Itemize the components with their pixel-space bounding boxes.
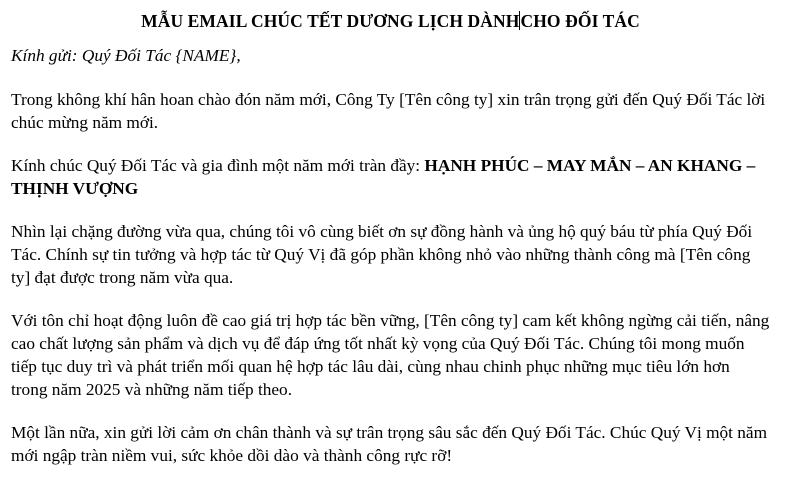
intro-paragraph: Trong không khí hân hoan chào đón năm mới, Công Ty [Tên công ty] xin trân trọng gửi đến Quý Đối Tác lời chúc mừng năm mới. — [11, 90, 766, 132]
commitment-paragraph: Với tôn chỉ hoạt động luôn đề cao giá trị hợp tác bền vững, [Tên công ty] cam kết không ngừng cải tiến, nâng cao chất lượng sản phẩm và dịch vụ để đáp ứng tốt nhất kỳ vọng của Quý Đối Tác. Chúng tôi mong muốn tiếp tục duy trì và phát triển mối quan hệ hợp tác lâu dài, cùng nhau chinh phục những mục tiêu lớn hơn trong năm 2025 và những năm tiếp theo. — [11, 311, 770, 399]
gratitude-paragraph: Nhìn lại chặng đường vừa qua, chúng tôi vô cùng biết ơn sự đồng hành và ủng hộ quý báu từ phía Quý Đối Tác. Chính sự tin tưởng và hợp tác từ Quý Vị đã góp phần không nhỏ vào những thành công mà [Tên công ty] đạt được trong năm vừa qua. — [11, 222, 753, 287]
document-title — [11, 10, 770, 32]
title-text-end: CHO ĐỐI TÁC — [520, 11, 640, 31]
greeting-line: Kính gửi: Quý Đối Tác {NAME}, — [11, 46, 241, 65]
closing-paragraph: Một lần nữa, xin gửi lời cảm ơn chân thành và sự trân trọng sâu sắc đến Quý Đối Tác. Chúc Quý Vị một năm mới ngập tràn niềm vui, sức khỏe dồi dào và thành công rực rỡ! — [11, 423, 768, 465]
wish-text: Kính chúc Quý Đối Tác và gia đình một năm mới tràn đầy: — [11, 156, 425, 175]
title-text-start: MẪU EMAIL CHÚC TẾT DƯƠNG LỊCH DÀNH — [141, 11, 520, 31]
wish-paragraph — [11, 154, 770, 200]
wish-emphasis: HẠNH PHÚC – MAY MẮN – AN KHANG – THỊNH VƯỢNG — [11, 156, 756, 198]
